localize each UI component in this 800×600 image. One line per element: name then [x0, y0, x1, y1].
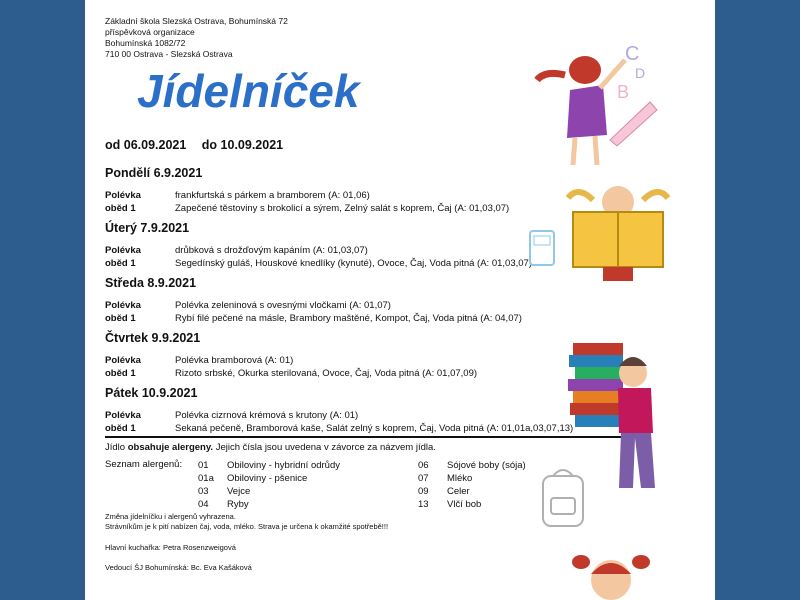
- allergen-info-end: Jejich čísla jsou uvedena v závorce za názvem jídla.: [213, 442, 436, 453]
- day-name: Pátek 10.9.2021: [105, 386, 198, 400]
- lunch-dish: Rybí filé pečené na másle, Brambory maštěné, Kompot, Čaj, Voda pitná (A: 04,07): [175, 313, 522, 324]
- boy-hair: [619, 357, 647, 366]
- page-title: Jídelníček: [137, 65, 360, 117]
- allergen-list-title: Seznam alergenů:: [105, 459, 183, 470]
- book-stack-icon: [573, 391, 623, 403]
- allergen-item: [198, 472, 340, 485]
- book-stack-icon: [570, 403, 623, 415]
- gadget-screen: [534, 236, 550, 245]
- girl-reading-illustration: [563, 180, 683, 290]
- pigtail-icon: [632, 555, 650, 569]
- book-stack-icon: [573, 343, 623, 355]
- day-tuesday: [105, 221, 585, 270]
- lunch-label: oběd 1: [105, 368, 136, 379]
- backpack-doodle-icon: [535, 462, 595, 532]
- girl-hair: [591, 563, 631, 574]
- day-name: Pondělí 6.9.2021: [105, 166, 203, 180]
- school-name: Základní škola Slezská Ostrava, Bohumínská 72: [105, 16, 288, 26]
- day-name: Čtvrtek 9.9.2021: [105, 331, 201, 345]
- school-street: Bohumínská 1082/72: [105, 38, 186, 48]
- school-type: příspěvková organizace: [105, 27, 195, 37]
- soup-row: [105, 244, 585, 257]
- day-monday: [105, 166, 585, 215]
- menu-page: [85, 0, 715, 600]
- girl-peeking-illustration: [571, 544, 651, 600]
- soup-dish: drůbková s drožďovým kapáním (A: 01,03,07): [175, 245, 368, 256]
- allergen-item: [198, 498, 340, 511]
- boy-shirt: [618, 388, 653, 433]
- soup-dish: Polévka bramborová (A: 01): [175, 355, 294, 366]
- girl-drawing-illustration: [525, 30, 665, 180]
- lunch-label: oběd 1: [105, 423, 136, 434]
- allergen-code: 06: [418, 460, 429, 471]
- allergen-name: Ryby: [227, 499, 249, 510]
- soup-row: [105, 299, 585, 312]
- lunch-label: oběd 1: [105, 258, 136, 269]
- lunch-row: [105, 422, 585, 435]
- girl-skirt: [603, 267, 633, 281]
- day-name: Úterý 7.9.2021: [105, 221, 190, 235]
- head-cook: Hlavní kuchařka: Petra Rosenzweigová: [105, 543, 236, 552]
- allergen-item: [418, 498, 526, 511]
- allergen-name: Celer: [447, 486, 470, 497]
- lunch-row: [105, 257, 585, 270]
- lunch-row: [105, 202, 585, 215]
- allergen-item: [418, 459, 526, 472]
- book-stack-icon: [568, 379, 623, 391]
- book-stack-icon: [569, 355, 623, 367]
- allergen-code: 07: [418, 473, 429, 484]
- school-city: 710 00 Ostrava - Slezská Ostrava: [105, 49, 233, 59]
- boy-trousers: [619, 433, 655, 488]
- allergen-item: [418, 485, 526, 498]
- allergen-name: Sójové boby (sója): [447, 460, 526, 471]
- canteen-manager: Vedoucí ŠJ Bohumínská: Bc. Eva Kašáková: [105, 563, 252, 572]
- allergen-code: 01: [198, 460, 209, 471]
- soup-label: Polévka: [105, 245, 141, 256]
- period-from: od 06.09.2021: [105, 138, 187, 152]
- lunch-row: [105, 367, 585, 380]
- soup-row: [105, 189, 585, 202]
- soup-dish: Polévka zeleninová s ovesnými vločkami (A: 01,07): [175, 300, 391, 311]
- allergen-name: Mléko: [447, 473, 473, 484]
- allergen-code: 09: [418, 486, 429, 497]
- lunch-dish: Rizoto srbské, Okurka sterilovaná, Ovoce, Čaj, Voda pitná (A: 01,07,09): [175, 368, 478, 379]
- allergen-name: Vlčí bob: [447, 499, 482, 510]
- girl-leg: [573, 138, 575, 165]
- lunch-label: oběd 1: [105, 313, 136, 324]
- period-to: do 10.09.2021: [201, 138, 284, 152]
- allergen-list-right: [418, 459, 526, 511]
- lunch-row: [105, 312, 585, 325]
- menu-period: [105, 138, 295, 152]
- letter-b-doodle: B: [617, 82, 630, 102]
- pigtail-icon: [568, 192, 593, 200]
- lunch-dish: Segedínský guláš, Houskové knedlíky (kynuté), Ovoce, Čaj, Voda pitná (A: 01,03,07): [175, 258, 532, 269]
- soup-label: Polévka: [105, 300, 141, 311]
- backpack-outline: [543, 476, 583, 526]
- allergen-item: [418, 472, 526, 485]
- soup-label: Polévka: [105, 190, 141, 201]
- allergen-info-start: Jídlo: [105, 442, 128, 453]
- lunch-label: oběd 1: [105, 203, 136, 214]
- backpack-pocket: [551, 498, 575, 514]
- book-stack-icon: [575, 415, 623, 427]
- allergen-code: 04: [198, 499, 209, 510]
- notes: [105, 512, 388, 532]
- day-wednesday: [105, 276, 585, 325]
- letter-c-doodle: C: [625, 43, 640, 65]
- pigtail-icon: [643, 192, 668, 200]
- note-change: Změna jídelníčku i alergenů vyhrazena.: [105, 512, 236, 521]
- allergen-list-left: [198, 459, 340, 511]
- girl-leg: [595, 136, 597, 165]
- letter-d-doodle: D: [635, 65, 646, 81]
- allergen-name: Vejce: [227, 486, 251, 497]
- lunch-dish: Sekaná pečeně, Bramborová kaše, Salát zelný s koprem, Čaj, Voda pitná (A: 01,01a,03,07,13): [175, 423, 574, 434]
- book-stack-icon: [575, 367, 623, 379]
- gadget-doodle-icon: [525, 226, 565, 271]
- soup-dish: Polévka cizrnová krémová s krutony (A: 01): [175, 410, 359, 421]
- allergen-info-bold: obsahuje alergeny.: [127, 442, 214, 453]
- allergen-item: [198, 485, 340, 498]
- note-drinks: Strávníkům je k pití nabízen čaj, voda, mléko. Strava je určena k okamžité spotřebě!!!: [105, 522, 389, 531]
- soup-row: [105, 354, 585, 367]
- allergen-name: Obiloviny - pšenice: [227, 473, 308, 484]
- day-friday: [105, 386, 585, 435]
- allergen-code: 01a: [198, 473, 214, 484]
- pencil-icon: [610, 102, 657, 146]
- divider-line: [105, 436, 625, 438]
- day-thursday: [105, 331, 585, 380]
- soup-label: Polévka: [105, 355, 141, 366]
- soup-row: [105, 409, 585, 422]
- school-header: [105, 16, 288, 60]
- allergen-info: [105, 442, 436, 453]
- girl-hair: [569, 56, 601, 84]
- lunch-dish: Zapečené těstoviny s brokolicí a sýrem, Zelný salát s koprem, Čaj (A: 01,03,07): [175, 203, 510, 214]
- soup-dish: frankfurtská s párkem a bramborem (A: 01,06): [175, 190, 370, 201]
- allergen-name: Obiloviny - hybridní odrůdy: [227, 460, 340, 471]
- allergen-item: [198, 459, 340, 472]
- soup-label: Polévka: [105, 410, 141, 421]
- day-name: Středa 8.9.2021: [105, 276, 197, 290]
- allergen-code: 13: [418, 499, 429, 510]
- ponytail-icon: [537, 73, 565, 80]
- girl-dress: [567, 85, 607, 138]
- pigtail-icon: [572, 555, 590, 569]
- allergen-code: 03: [198, 486, 209, 497]
